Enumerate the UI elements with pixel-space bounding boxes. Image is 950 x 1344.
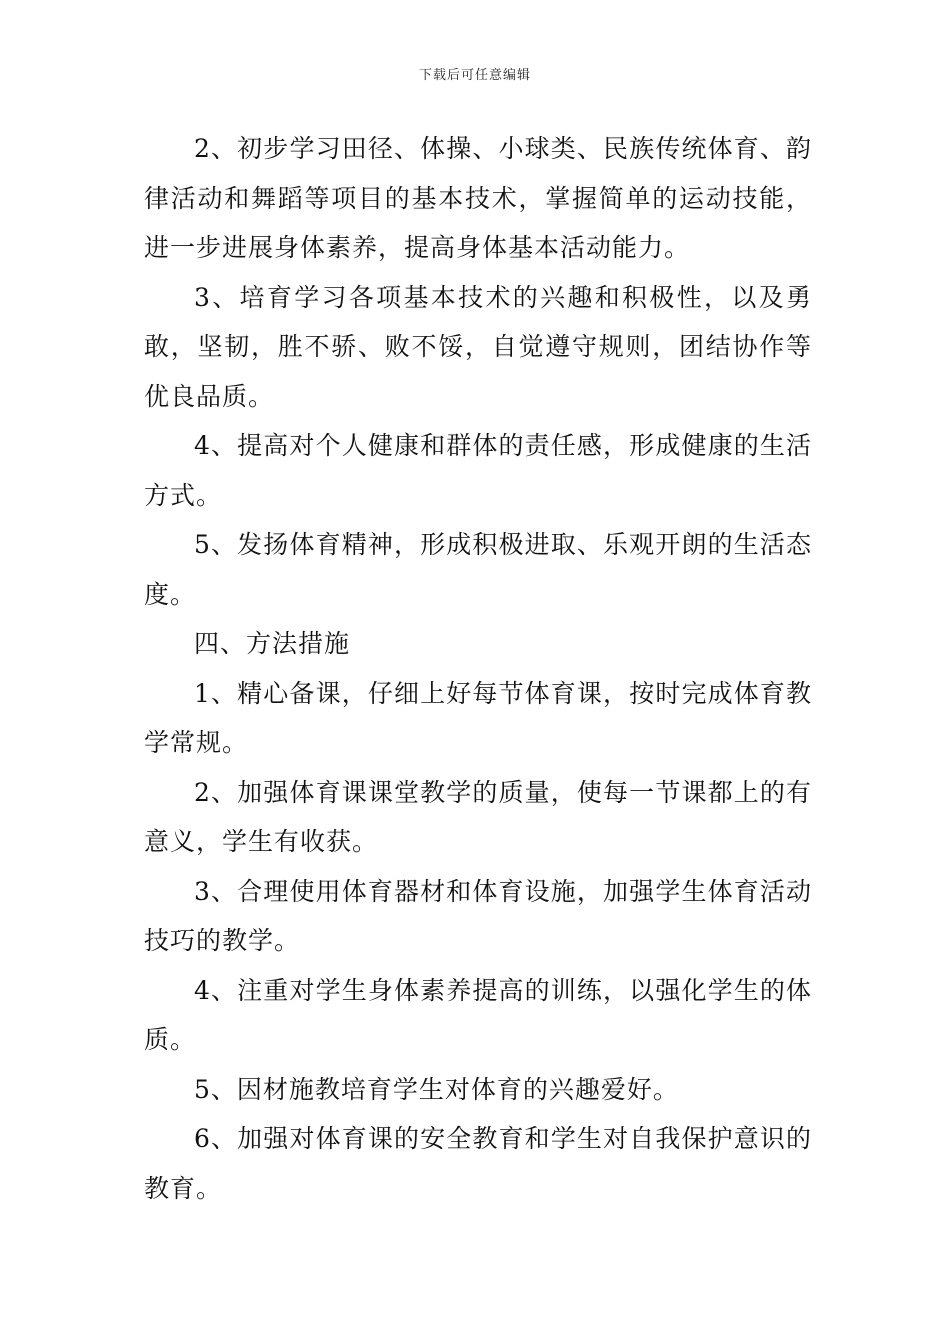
section-heading-methods: 四、方法措施 — [194, 629, 351, 658]
paragraph-goal-4: 4、提高对个人健康和群体的责任感，形成健康的生活方式。 — [144, 431, 812, 510]
paragraph-goal-2: 2、初步学习田径、体操、小球类、民族传统体育、韵律活动和舞蹈等项目的基本技术，掌握简单的运动技能，进一步进展身体素养，提高身体基本活动能力。 — [144, 134, 812, 262]
paragraph-method-6: 6、加强对体育课的安全教育和学生对自我保护意识的教育。 — [144, 1124, 812, 1203]
page-header: 下载后可任意编辑 — [418, 68, 531, 83]
paragraph-method-2: 2、加强体育课课堂教学的质量，使每一节课都上的有意义，学生有收获。 — [144, 777, 812, 856]
document-body — [144, 124, 812, 1213]
paragraph-goal-3: 3、培育学习各项基本技术的兴趣和积极性，以及勇敢，坚韧，胜不骄、败不馁，自觉遵守规则，团结协作等优良品质。 — [144, 282, 812, 411]
paragraph-method-4: 4、注重对学生身体素养提高的训练，以强化学生的体质。 — [144, 975, 812, 1054]
paragraph-method-3: 3、合理使用体育器材和体育设施，加强学生体育活动技巧的教学。 — [144, 876, 812, 955]
paragraph-goal-5: 5、发扬体育精神，形成积极进取、乐观开朗的生活态度。 — [144, 530, 812, 609]
paragraph-method-5: 5、因材施教培育学生对体育的兴趣爱好。 — [194, 1074, 679, 1104]
paragraph-method-1: 1、精心备课，仔细上好每节体育课，按时完成体育教学常规。 — [144, 678, 812, 757]
